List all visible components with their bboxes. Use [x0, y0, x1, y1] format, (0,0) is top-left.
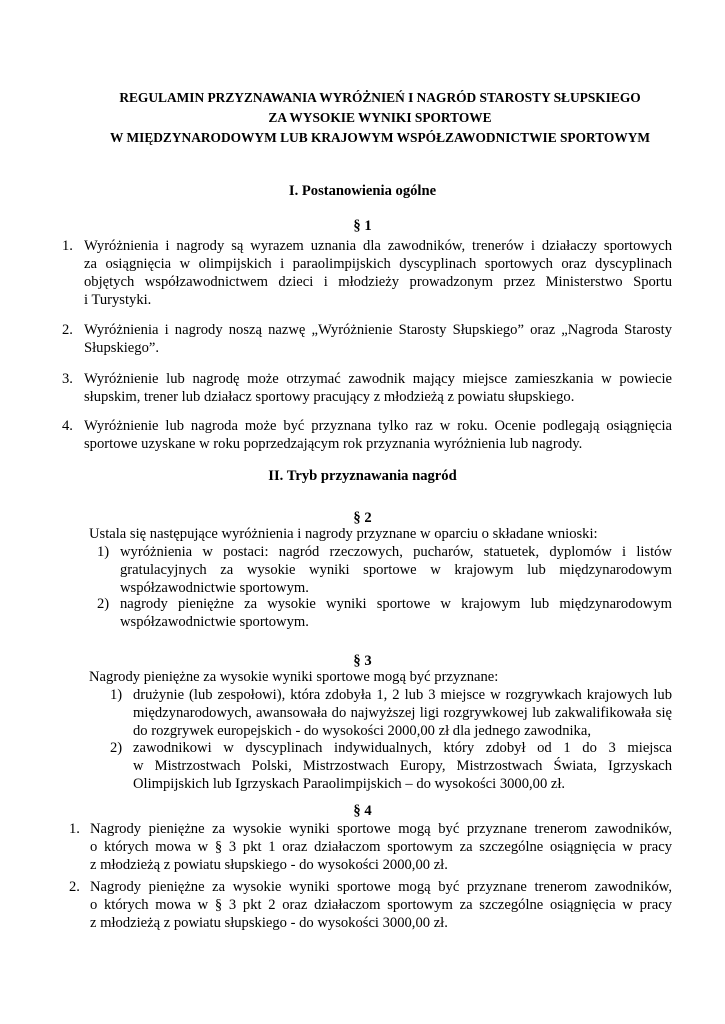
- list-item-number: 2): [97, 596, 110, 612]
- list-item: [62, 370, 672, 406]
- list-item-line: w Mistrzostwach Polski, Mistrzostwach Europy, Mistrzostwach Świata, Igrzyskach: [133, 758, 672, 774]
- list-item-line: z młodzieżą z powiatu słupskiego - do wysokości 2000,00 zł.: [90, 857, 448, 873]
- list-item-line: do rozgrywek europejskich - do wysokości 2000,00 zł dla jednego zawodnika,: [133, 723, 591, 739]
- list-item: [97, 595, 672, 631]
- paragraph-3-sign: § 3: [353, 653, 372, 669]
- list-item-number: 4.: [62, 418, 73, 434]
- list-item-line: Wyróżnienie lub nagrodę może otrzymać zawodnik mający miejsce zamieszkania w powiecie: [84, 371, 672, 387]
- list-item-line: współzawodnictwie sportowym.: [120, 614, 309, 630]
- list-item-line: Nagrody pieniężne za wysokie wyniki sportowe mogą być przyznane trenerom zawodników,: [90, 879, 672, 895]
- list-item-line: międzynarodowych, awansowała do najwyższej ligi rozgrywkowej lub zakwalifikowała się: [133, 705, 672, 721]
- list-item-number: 1.: [69, 821, 80, 837]
- list-item-line: Olimpijskich lub Igrzyskach Paraolimpijskich – do wysokości 3000,00 zł.: [133, 776, 566, 792]
- list-item-line: Wyróżnienie lub nagroda może być przyznana tylko raz w roku. Ocenie podlegają osiągnięcia: [84, 418, 672, 434]
- list-item: [62, 417, 672, 453]
- list-item: [97, 543, 672, 597]
- section-2-heading: II. Tryb przyznawania nagród: [268, 468, 457, 484]
- title-line-1: REGULAMIN PRZYZNAWANIA WYRÓŻNIEŃ I NAGRÓD STAROSTY SŁUPSKIEGO: [119, 90, 641, 105]
- paragraph-4-sign: § 4: [353, 803, 372, 819]
- list-item: [62, 237, 672, 309]
- list-item-line: Wyróżnienia i nagrody są wyrazem uznania dla zawodników, trenerów i działaczy sportowych: [84, 238, 672, 254]
- list-item-number: 2.: [69, 879, 80, 895]
- list-item-line: Nagrody pieniężne za wysokie wyniki sportowe mogą być przyznane trenerom zawodników,: [90, 821, 672, 837]
- list-item-line: wyróżnienia w postaci: nagród rzeczowych, pucharów, statuetek, dyplomów i listów: [120, 544, 672, 560]
- paragraph-1-sign: § 1: [353, 218, 372, 234]
- list-item-number: 2.: [62, 322, 73, 338]
- list-item-number: 1): [97, 544, 110, 560]
- paragraph-3-intro: Nagrody pieniężne za wysokie wyniki sportowe mogą być przyznane:: [89, 669, 499, 685]
- list-item: [110, 686, 672, 740]
- list-item-number: 2): [110, 740, 123, 756]
- section-1-heading: I. Postanowienia ogólne: [288, 183, 437, 199]
- list-item-line: drużynie (lub zespołowi), która zdobyła 1, 2 lub 3 miejsce w rozgrywkach krajowych lub: [133, 687, 672, 703]
- list-item: [62, 321, 672, 357]
- list-item-line: i Turystyki.: [84, 292, 152, 308]
- paragraph-2-sign: § 2: [353, 510, 372, 526]
- list-item: [110, 739, 672, 793]
- list-item-line: sportowe uzyskane w roku poprzedzającym rok przyznania wyróżnienia lub nagrody.: [84, 436, 583, 452]
- list-item-line: o których mowa w § 3 pkt 1 oraz działaczom sportowym za szczególne osiągnięcia w pracy: [90, 839, 672, 855]
- list-item-line: nagrody pieniężne za wysokie wyniki sportowe w krajowym lub międzynarodowym: [120, 596, 672, 612]
- list-item: [69, 878, 672, 932]
- list-item-line: Wyróżnienia i nagrody noszą nazwę „Wyróżnienie Starosty Słupskiego” oraz „Nagroda Starosty: [84, 322, 672, 338]
- list-item-number: 3.: [62, 371, 73, 387]
- list-item-line: za osiągnięcia w olimpijskich i paraolimpijskich dyscyplinach sportowych oraz dyscyplinach: [84, 256, 672, 272]
- list-item-line: słupskim, trener lub działacz sportowy pracujący z młodzieżą z powiatu słupskiego.: [84, 389, 575, 405]
- paragraph-2-intro: Ustala się następujące wyróżnienia i nagrody przyznane w oparciu o składane wnioski:: [89, 526, 598, 542]
- title-line-3: W MIĘDZYNARODOWYM LUB KRAJOWYM WSPÓŁZAWODNICTWIE SPORTOWYM: [109, 130, 651, 145]
- list-item: [69, 820, 672, 874]
- title-line-2: ZA WYSOKIE WYNIKI SPORTOWE: [268, 110, 492, 125]
- list-item-line: objętych współzawodnictwem dzieci i młodzieży prowadzonym przez Ministerstwo Sportu: [84, 274, 672, 290]
- list-item-line: Słupskiego”.: [84, 340, 159, 356]
- list-item-number: 1): [110, 687, 123, 703]
- list-item-line: z młodzieżą z powiatu słupskiego - do wysokości 3000,00 zł.: [90, 915, 448, 931]
- list-item-line: współzawodnictwie sportowym.: [120, 580, 309, 596]
- list-item-line: zawodnikowi w dyscyplinach indywidualnych, który zdobył od 1 do 3 miejsca: [133, 740, 672, 756]
- list-item-line: gratulacyjnych za wysokie wyniki sportowe w krajowym lub międzynarodowym: [120, 562, 672, 578]
- list-item-line: o których mowa w § 3 pkt 2 oraz działaczom sportowym za szczególne osiągnięcia w pracy: [90, 897, 672, 913]
- document-title: [90, 88, 670, 148]
- list-item-number: 1.: [62, 238, 73, 254]
